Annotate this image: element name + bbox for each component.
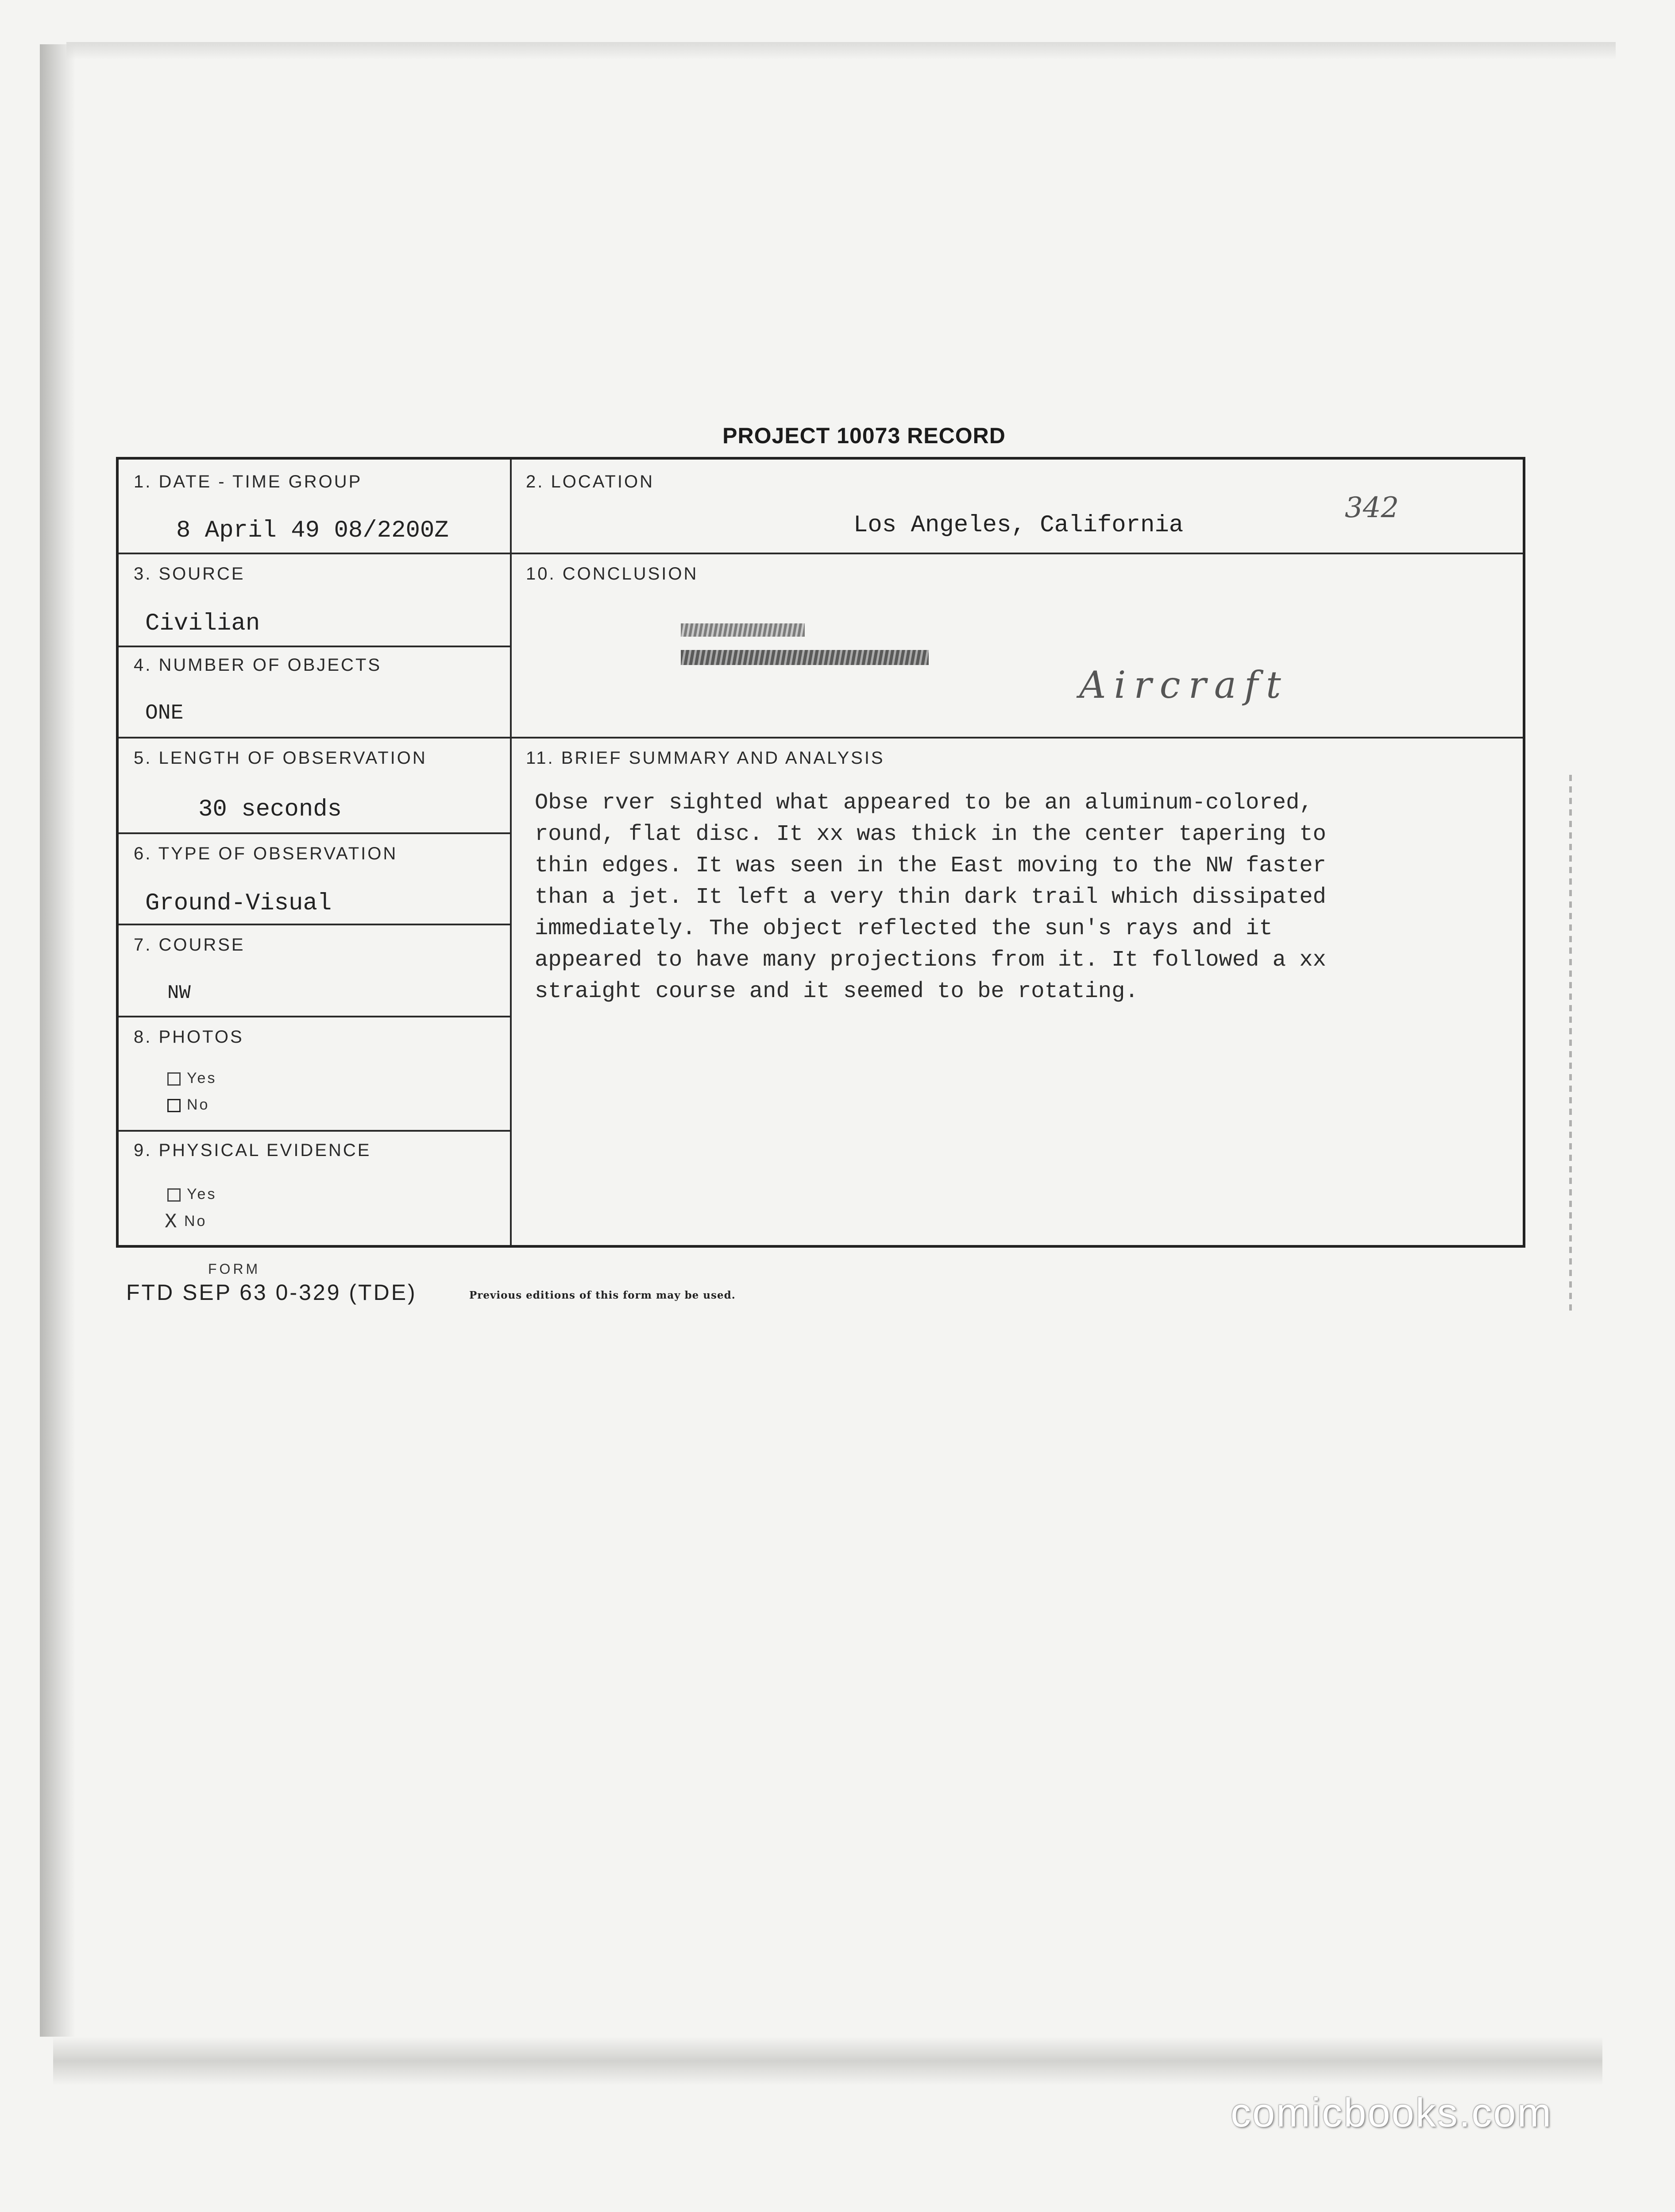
length-of-observation-label: 5. LENGTH OF OBSERVATION: [134, 748, 427, 768]
type-of-observation-label: 6. TYPE OF OBSERVATION: [134, 844, 398, 863]
number-of-objects-value: ONE: [145, 701, 184, 725]
summary-line: Obse rver sighted what appeared to be an aluminum-colored,: [535, 790, 1313, 816]
footer-form-label: FORM: [208, 1261, 261, 1277]
summary-line: appeared to have many projections from it. It followed a xx: [535, 947, 1326, 973]
scan-shadow-left: [40, 44, 75, 2037]
struck-out-conclusion: [681, 619, 929, 681]
length-of-observation-value: 30 seconds: [198, 796, 342, 823]
source-label: 3. SOURCE: [134, 564, 245, 584]
conclusion-handwritten: Aircraft: [1079, 663, 1289, 707]
row-divider: [119, 553, 1523, 554]
photos-label: 8. PHOTOS: [134, 1027, 244, 1047]
summary-line: straight course and it seemed to be rotating.: [535, 979, 1139, 1004]
checkbox-empty-icon: [167, 1188, 181, 1202]
conclusion-label: 10. CONCLUSION: [526, 564, 699, 584]
physical-evidence-option-no: X No: [165, 1210, 207, 1234]
scan-shadow-bottom: [53, 2037, 1602, 2085]
physical-evidence-option-yes: Yes: [167, 1186, 216, 1203]
checkbox-x-icon: X: [165, 1210, 179, 1234]
watermark: comicbooks.com: [1231, 2090, 1553, 2135]
row-divider: [119, 1130, 510, 1132]
photos-option-no: No: [167, 1096, 209, 1114]
row-divider: [119, 1016, 510, 1017]
case-number-handwritten: 342: [1345, 491, 1399, 524]
course-value: NW: [167, 982, 191, 1004]
physical-evidence-label: 9. PHYSICAL EVIDENCE: [134, 1141, 371, 1160]
scan-shadow-top: [66, 42, 1616, 60]
location-label: 2. LOCATION: [526, 472, 654, 491]
summary-line: immediately. The object reflected the sun's rays and it: [535, 916, 1273, 941]
location-value: Los Angeles, California: [853, 512, 1184, 539]
number-of-objects-label: 4. NUMBER OF OBJECTS: [134, 655, 382, 675]
date-time-group-label: 1. DATE - TIME GROUP: [134, 472, 363, 491]
row-divider: [119, 924, 510, 925]
source-value: Civilian: [145, 610, 260, 637]
checkbox-empty-icon: [167, 1072, 181, 1086]
checkbox-checked-icon: [167, 1099, 181, 1112]
row-divider: [119, 832, 510, 834]
summary-line: than a jet. It left a very thin dark trail which dissipated: [535, 885, 1326, 910]
date-time-group-value: 8 April 49 08/2200Z: [176, 517, 449, 544]
record-form-table: [116, 457, 1525, 1248]
record-title: PROJECT 10073 RECORD: [722, 423, 1006, 448]
scan-edge-right: [1569, 775, 1572, 1315]
summary-line: round, flat disc. It xx was thick in the center tapering to: [535, 822, 1326, 847]
course-label: 7. COURSE: [134, 935, 245, 955]
footer-form-code: FTD SEP 63 0-329 (TDE): [126, 1280, 417, 1305]
footer-note: Previous editions of this form may be used.: [469, 1289, 736, 1301]
row-divider: [119, 646, 510, 647]
row-divider: [119, 737, 1523, 739]
summary-label: 11. BRIEF SUMMARY AND ANALYSIS: [526, 748, 885, 768]
summary-text: [535, 787, 1509, 1007]
summary-line: thin edges. It was seen in the East moving to the NW faster: [535, 853, 1326, 878]
type-of-observation-value: Ground-Visual: [145, 890, 332, 917]
column-divider: [510, 460, 512, 1245]
photos-option-yes: Yes: [167, 1070, 216, 1087]
